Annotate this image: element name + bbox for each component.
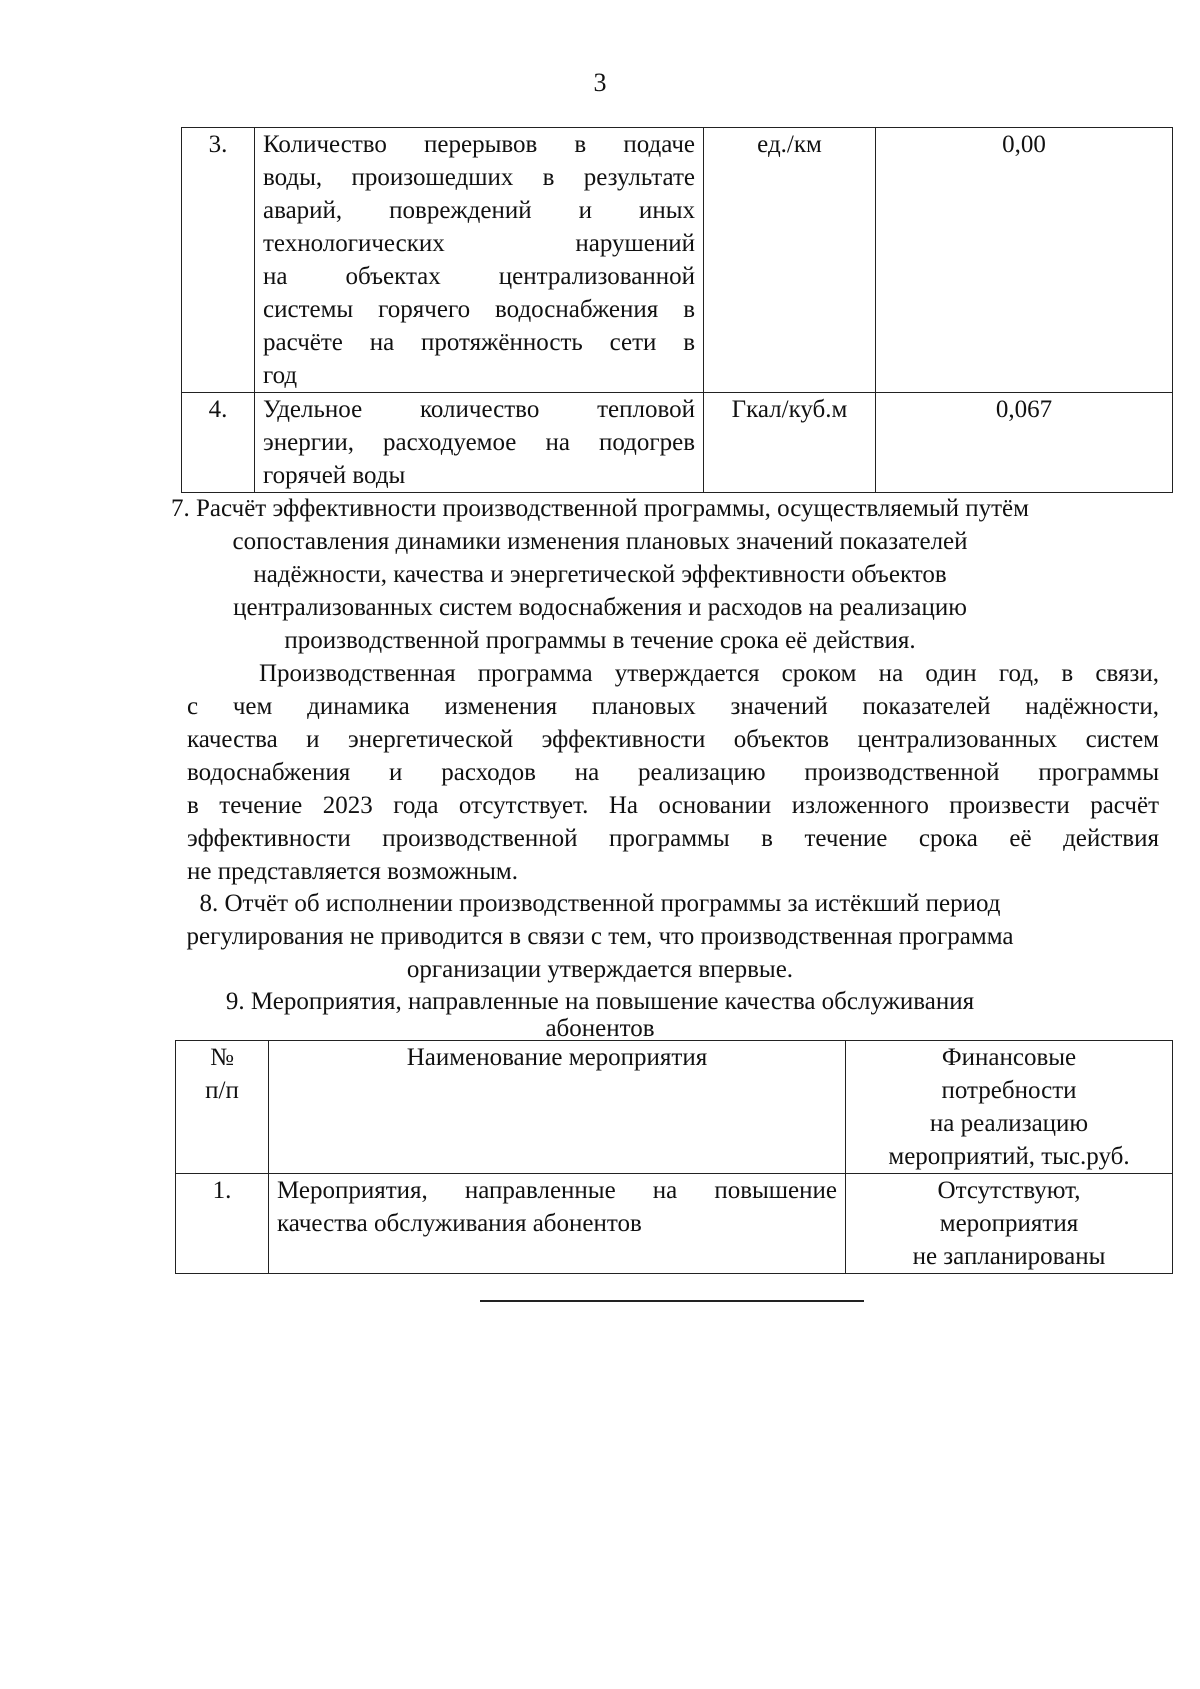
text-line: качества и энергетической эффективности объектов централизованных систем	[187, 726, 1159, 753]
row-number: 3.	[182, 128, 255, 393]
section-9-heading	[0, 985, 1200, 1040]
text-line: не запланированы	[912, 1243, 1106, 1270]
section-7-heading	[0, 492, 1200, 657]
indicators-table	[181, 127, 1173, 493]
financial-cell	[846, 1174, 1173, 1274]
text-line: энергии, расходуемое на подогрев	[263, 429, 695, 456]
text-line: надёжности, качества и энергетической эффективности объектов	[253, 561, 947, 588]
text-line: в течение 2023 года отсутствует. На основании изложенного произвести расчёт	[187, 792, 1159, 819]
text-line: качества обслуживания абонентов	[277, 1210, 642, 1237]
text-line: потребности	[941, 1077, 1077, 1104]
text-line: №	[210, 1044, 234, 1071]
text-line: регулирования не приводится в связи с тем, что производственная программа	[186, 923, 1014, 950]
page-number: 3	[593, 68, 607, 97]
section-7-body	[187, 657, 1159, 888]
text-line: на реализацию	[929, 1110, 1089, 1137]
text-line: Производственная программа утверждается сроком на один год, в связи,	[259, 660, 1159, 687]
text-line: с чем динамика изменения плановых значений показателей надёжности,	[187, 693, 1159, 720]
text-line: организации утверждается впервые.	[406, 956, 794, 983]
header-financial	[846, 1041, 1173, 1174]
text-line: мероприятий, тыс.руб.	[888, 1143, 1130, 1170]
text-line: мероприятия	[939, 1210, 1079, 1237]
closing-rule	[480, 1300, 864, 1302]
text-line: Отсутствуют,	[937, 1177, 1081, 1204]
text-line: п/п	[205, 1077, 239, 1104]
text-line: воды, произошедших в результате	[263, 164, 695, 191]
text-line: на объектах централизованной	[263, 263, 695, 290]
row-number: 1.	[176, 1174, 269, 1274]
section-8	[0, 887, 1200, 986]
table-row	[182, 128, 1173, 393]
measures-table	[175, 1040, 1173, 1274]
header-name: Наименование мероприятия	[269, 1041, 846, 1174]
text-line: Мероприятия, направленные на повышение	[277, 1177, 837, 1204]
text-line: Удельное количество тепловой	[263, 396, 695, 423]
text-line: не представляется возможным.	[187, 858, 519, 885]
text-line: производственной программы в течение срока её действия.	[284, 627, 916, 654]
indicator-name	[255, 393, 704, 493]
measure-name	[269, 1174, 846, 1274]
text-line: технологических нарушений	[263, 230, 695, 257]
text-line: 7. Расчёт эффективности производственной программы, осуществляемый путём	[171, 495, 1029, 522]
text-line: водоснабжения и расходов на реализацию производственной программы	[187, 759, 1159, 786]
text-line: аварий, повреждений и иных	[263, 197, 695, 224]
text-line: сопоставления динамики изменения плановых значений показателей	[232, 528, 968, 555]
text-line: горячей воды	[263, 462, 406, 489]
text-line: Количество перерывов в подаче	[263, 131, 695, 158]
table-row	[176, 1174, 1173, 1274]
table-row	[182, 393, 1173, 493]
value-cell: 0,067	[876, 393, 1173, 493]
text-line: расчёте на протяжённость сети в	[263, 329, 695, 356]
text-line: абонентов	[545, 1015, 655, 1042]
text-line: 8. Отчёт об исполнении производственной программы за истёкший период	[199, 890, 1001, 917]
table-header-row	[176, 1041, 1173, 1174]
header-num	[176, 1041, 269, 1174]
row-number: 4.	[182, 393, 255, 493]
text-line: эффективности производственной программы в течение срока её действия	[187, 825, 1159, 852]
text-line: Финансовые	[941, 1044, 1077, 1071]
unit-cell: Гкал/куб.м	[704, 393, 876, 493]
text-line: 9. Мероприятия, направленные на повышение качества обслуживания	[225, 988, 975, 1015]
text-line: системы горячего водоснабжения в	[263, 296, 695, 323]
text-line: централизованных систем водоснабжения и расходов на реализацию	[233, 594, 967, 621]
text-line: год	[263, 362, 298, 389]
unit-cell: ед./км	[704, 128, 876, 393]
value-cell: 0,00	[876, 128, 1173, 393]
indicator-name	[255, 128, 704, 393]
